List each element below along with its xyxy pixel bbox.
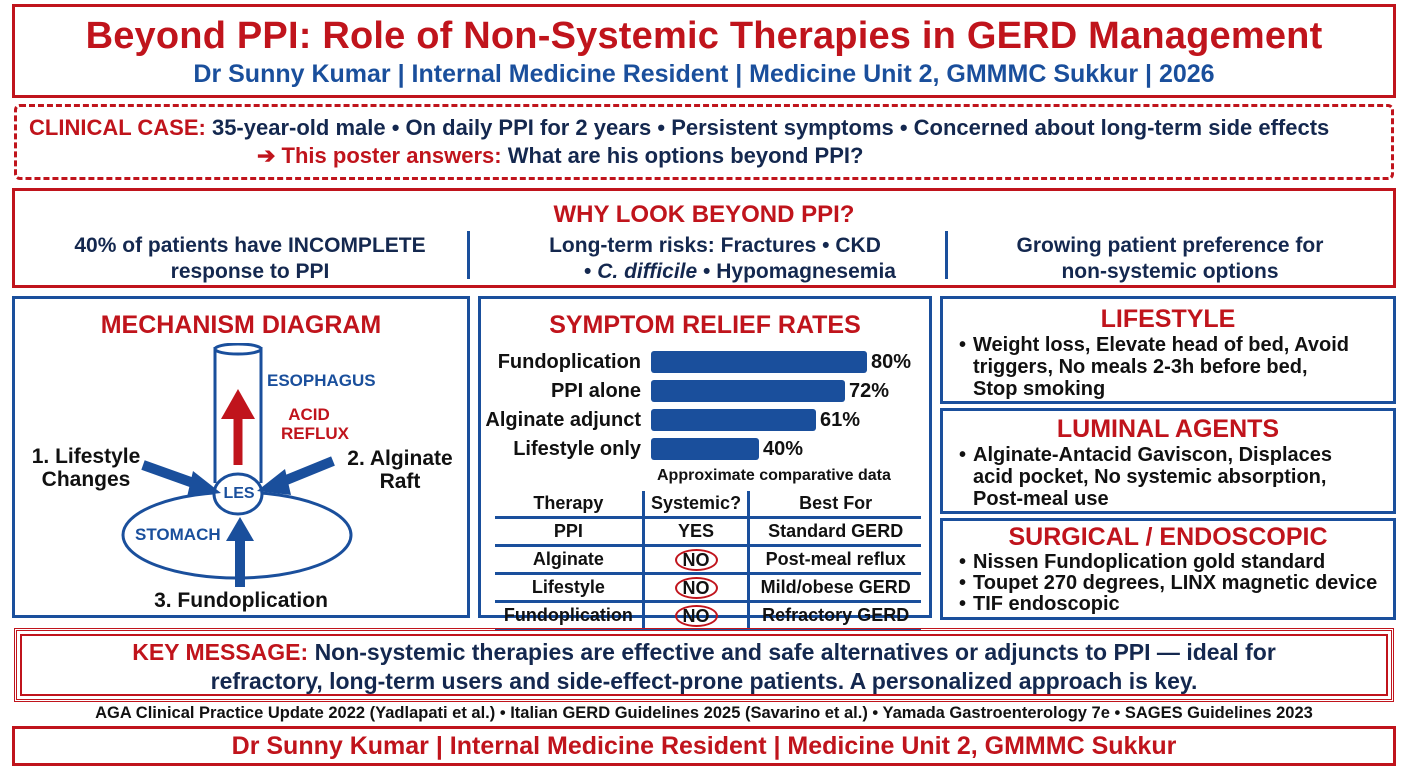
table-cell: Alginate	[495, 546, 643, 574]
bullet: •	[584, 260, 592, 283]
table-row	[495, 574, 921, 602]
surgical-item-text: Nissen Fundoplication gold standard	[973, 551, 1326, 573]
divider	[945, 231, 948, 279]
bullet: •	[959, 593, 967, 615]
table-cell: Lifestyle	[495, 574, 643, 602]
bullet: •	[959, 551, 967, 573]
footer: Dr Sunny Kumar | Internal Medicine Resident | Medicine Unit 2, GMMMC Sukkur	[12, 726, 1396, 766]
clinical-case-label: CLINICAL CASE:	[29, 115, 206, 140]
relief-bar-chart	[481, 349, 929, 469]
luminal-line1	[959, 444, 1379, 466]
key-message-text1: Non-systemic therapies are effective and safe alternatives or adjuncts to PPI — ideal for	[314, 639, 1276, 665]
esophagus-label: ESOPHAGUS	[267, 371, 376, 390]
lifestyle-line3: Stop smoking	[973, 378, 1106, 400]
surgical-body	[943, 552, 1393, 615]
table-header: Therapy	[495, 491, 643, 518]
why-title: WHY LOOK BEYOND PPI?	[553, 201, 855, 228]
surgical-panel	[940, 518, 1396, 620]
acid-reflux-arrowhead	[221, 389, 255, 419]
table-header: Best For	[749, 491, 921, 518]
table-row	[495, 602, 921, 630]
why-col3-line1: Growing patient preference for	[1016, 234, 1324, 257]
stomach-label: STOMACH	[135, 525, 221, 544]
key-message-line1	[17, 638, 1391, 667]
why-col3-line2: non-systemic options	[1061, 260, 1279, 283]
luminal-body	[943, 444, 1393, 510]
answer-text: What are his options beyond PPI?	[507, 143, 864, 168]
references: AGA Clinical Practice Update 2022 (Yadlapati et al.) • Italian GERD Guidelines 2025 (Savarino et al.) • Yamada Gastroenterology 7e • SAGES Guidelines 2023	[95, 704, 1313, 722]
bar-value-label: 40%	[763, 438, 804, 460]
lifestyle-line1	[959, 334, 1379, 356]
bar	[651, 438, 759, 460]
why-incomplete-response	[35, 233, 465, 285]
table-cell	[643, 602, 749, 630]
table-row	[495, 546, 921, 574]
surgical-item	[959, 594, 1379, 615]
lifestyle-changes-label	[23, 445, 149, 491]
lifestyle-panel	[940, 296, 1396, 404]
why-long-term-risks	[495, 233, 935, 285]
table-row	[495, 518, 921, 546]
mechanism-title: MECHANISM DIAGRAM	[100, 311, 382, 339]
why-col1-line1: 40% of patients have INCOMPLETE	[74, 234, 426, 257]
lifestyle-label-line1: 1. Lifestyle	[31, 445, 141, 468]
circled-no-badge: NO	[675, 549, 718, 571]
table-cell: Fundoplication	[495, 602, 643, 630]
table-cell: Post-meal reflux	[749, 546, 921, 574]
bullet: •	[959, 334, 967, 356]
bar-category-label: PPI alone	[550, 380, 641, 402]
surgical-item	[959, 552, 1379, 573]
lifestyle-line2: triggers, No meals 2-3h before bed,	[973, 356, 1308, 378]
therapy-table	[495, 491, 921, 631]
les-label: LES	[223, 485, 255, 502]
luminal-line3: Post-meal use	[973, 488, 1109, 510]
luminal-agents-panel	[940, 408, 1396, 514]
table-header-row	[495, 491, 921, 518]
clinical-case-line	[29, 115, 1379, 141]
poster-subtitle: Dr Sunny Kumar | Internal Medicine Resident | Medicine Unit 2, GMMMC Sukkur | 2026	[193, 60, 1215, 88]
alginate-label-line2: Raft	[379, 470, 421, 493]
bar-value-label: 61%	[820, 409, 861, 431]
why-col2-line1: Long-term risks: Fractures • CKD	[549, 234, 881, 257]
table-cell: YES	[643, 518, 749, 546]
alginate-label-line1: 2. Alginate	[347, 447, 453, 470]
table-cell: Mild/obese GERD	[749, 574, 921, 602]
bar-value-label: 72%	[849, 380, 890, 402]
surgical-item	[959, 573, 1379, 594]
bullet: •	[959, 572, 967, 594]
bar	[651, 351, 867, 373]
poster-title: Beyond PPI: Role of Non-Systemic Therapies in GERD Management	[85, 15, 1323, 57]
table-cell: Refractory GERD	[749, 602, 921, 630]
surgical-item-text: Toupet 270 degrees, LINX magnetic device	[973, 572, 1378, 594]
why-patient-preference	[965, 233, 1375, 285]
clinical-case-box	[14, 104, 1394, 180]
esophagus-top	[215, 344, 261, 354]
why-col2-rest: • Hypomagnesemia	[703, 260, 896, 283]
mechanism-panel	[12, 296, 470, 618]
key-message-label: KEY MESSAGE:	[132, 639, 309, 665]
table-cell	[643, 574, 749, 602]
table-cell	[643, 546, 749, 574]
table-cell: Standard GERD	[749, 518, 921, 546]
bar-row	[481, 407, 929, 433]
key-message-box	[14, 628, 1394, 702]
clinical-case-text: 35-year-old male • On daily PPI for 2 years • Persistent symptoms • Concerned about long-term side effects	[211, 115, 1330, 140]
table-cell: PPI	[495, 518, 643, 546]
bar	[651, 409, 816, 431]
luminal-text1: Alginate-Antacid Gaviscon, Displaces	[973, 444, 1332, 466]
divider	[467, 231, 470, 279]
table-header: Systemic?	[643, 491, 749, 518]
bar-category-label: Fundoplication	[497, 351, 641, 373]
title-banner	[12, 4, 1396, 98]
bar-row	[481, 436, 929, 462]
answer-label: ➔ This poster answers:	[257, 143, 502, 168]
key-message-line2: refractory, long-term users and side-effect-prone patients. A personalized approach is key.	[210, 668, 1198, 694]
acid-label: ACID	[288, 405, 330, 424]
relief-title: SYMPTOM RELIEF RATES	[549, 311, 861, 339]
lifestyle-label-line2: Changes	[41, 468, 131, 491]
circled-no-badge: NO	[675, 605, 718, 627]
lifestyle-title: LIFESTYLE	[1100, 305, 1236, 333]
fundoplication-arrowhead	[226, 517, 254, 541]
luminal-title: LUMINAL AGENTS	[1056, 415, 1280, 443]
bar-category-label: Alginate adjunct	[485, 409, 641, 431]
bar	[651, 380, 845, 402]
c-difficile: C. difficile	[597, 260, 698, 283]
bullet: •	[959, 444, 967, 466]
why-section	[12, 188, 1396, 288]
clinical-case-answer	[257, 143, 1379, 169]
bar-row	[481, 378, 929, 404]
lifestyle-text1: Weight loss, Elevate head of bed, Avoid	[973, 334, 1349, 356]
alginate-raft-label	[341, 447, 459, 493]
bar-category-label: Lifestyle only	[513, 438, 641, 460]
lifestyle-body	[943, 334, 1393, 400]
surgical-title: SURGICAL / ENDOSCOPIC	[1008, 523, 1328, 551]
reflux-label: REFLUX	[281, 424, 349, 443]
chart-note: Approximate comparative data	[657, 467, 891, 484]
bar-value-label: 80%	[871, 351, 912, 373]
symptom-relief-panel	[478, 296, 932, 626]
circled-no-badge: NO	[675, 577, 718, 599]
why-col2-line2	[495, 259, 935, 285]
acid-reflux-label	[281, 405, 349, 443]
surgical-item-text: TIF endoscopic	[973, 593, 1120, 615]
fundoplication-label: 3. Fundoplication	[154, 589, 328, 612]
bar-row	[481, 349, 929, 375]
luminal-line2: acid pocket, No systemic absorption,	[973, 466, 1327, 488]
why-col1-line2: response to PPI	[170, 260, 330, 283]
